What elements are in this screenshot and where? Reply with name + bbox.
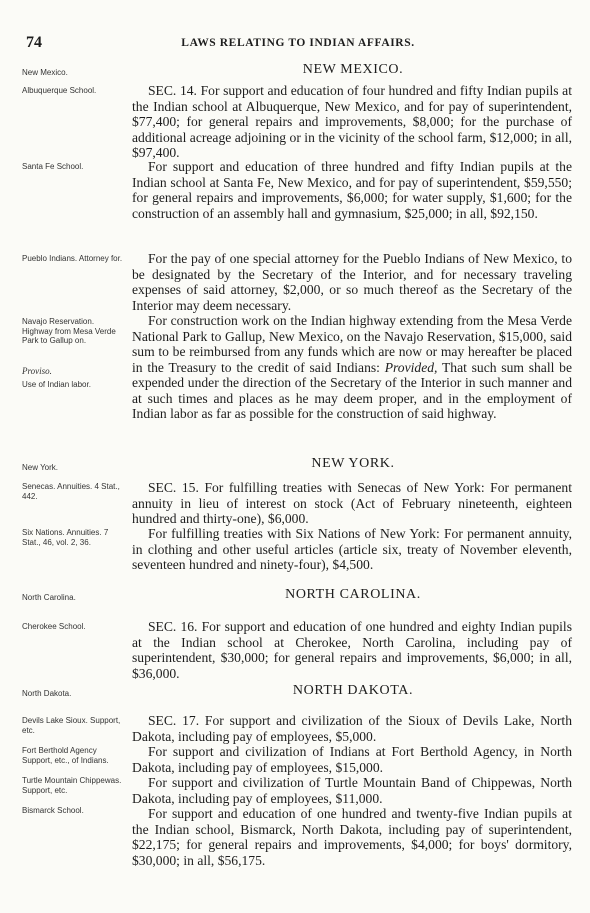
margin-note-indian-labor: Use of Indian labor. — [22, 380, 91, 389]
margin-note-senecas: Senecas. Annuities. 4 Stat., 442. — [22, 482, 120, 501]
margin-note-navajo: Navajo Reservation. Highway from Mesa Verde Park to Gallup on. — [22, 317, 116, 346]
margin-note-proviso-wrap — [22, 367, 126, 377]
margin-note-turtle-mountain: Turtle Mountain Chippewas. Support, etc. — [22, 776, 122, 795]
paragraph-pueblo — [132, 251, 572, 313]
paragraph-text: For support and education of three hundred and fifty Indian pupils at the Indian school at Santa Fe, New Mexico, and for pay of superintendent, $59,550; for general repairs and improvements, $6,000; for water supply, $1,600; for the construction of an assembly hall and gymnasium, $25,000; in all, $92,150. — [132, 159, 572, 221]
margin-note-albuquerque: Albuquerque School. — [22, 86, 97, 95]
margin-note-new-york: New York. — [22, 463, 59, 472]
paragraph-text: SEC. 17. For support and civilization of the Sioux of Devils Lake, North Dakota, including pay of employees, $5,000. — [132, 713, 572, 744]
paragraph-text: That such sum shall be expended under the direction of the Secretary of the Interior in such manner and at such times and places as he may deem proper, and in the employment of Indian labor as far as possible for the construction of said highway. — [132, 359, 572, 421]
margin-note-santa-fe: Santa Fe School. — [22, 162, 84, 171]
paragraph-text: SEC. 14. For support and education of four hundred and fifty Indian pupils at the Indian school at Albuquerque, New Mexico, and for pay of superintendent, $77,400; for general repairs and improvements, $8,000; for the purchase of additional acreage adjoining or in the vicinity of the school farm, $12,000; in all, $97,400. — [132, 83, 572, 160]
paragraph-text: For the pay of one special attorney for the Pueblo Indians of New Mexico, to be designated by the Secretary of the Interior, and for necessary traveling expenses of said attorney, $2,000, or so much thereof as the Secretary of the Interior may deem necessary. — [132, 251, 572, 313]
paragraph-sec16 — [132, 619, 572, 681]
paragraph-text: For construction work on the Indian highway extending from the Mesa Verde National Park to Gallup, New Mexico, on the Navajo Reservation, $15,000, said sum to be reimbursed from any funds which are now or may hereafter be placed in the Treasury to the credit of said Indians: — [132, 313, 572, 375]
paragraph-turtle-mountain — [132, 775, 572, 806]
paragraph-sec14 — [132, 83, 572, 161]
margin-note-bismarck: Bismarck School. — [22, 806, 84, 815]
paragraph-santa-fe — [132, 159, 572, 221]
paragraph-sec15 — [132, 480, 572, 527]
paragraph-fort-berthold — [132, 744, 572, 775]
margin-note-devils-lake: Devils Lake Sioux. Support, etc. — [22, 716, 121, 735]
page-header — [26, 34, 570, 54]
margin-note-cherokee: Cherokee School. — [22, 622, 86, 631]
margin-note-north-dakota: North Dakota. — [22, 689, 72, 698]
paragraph-text: For fulfilling treaties with Six Nations of New York: For permanent annuity, in clothing and other useful articles (article six, treaty of November eleventh, seventeen hundred and ninety-four), $4,500. — [132, 526, 572, 572]
margin-note-fort-berthold: Fort Berthold Agency Support, etc., of Indians. — [22, 746, 109, 765]
margin-note-six-nations: Six Nations. Annuities. 7 Stat., 46, vol. 2, 36. — [22, 528, 109, 547]
section-heading-north-dakota: NORTH DAKOTA. — [292, 683, 414, 698]
margin-note-proviso: Proviso. — [22, 366, 52, 376]
paragraph-navajo — [132, 313, 572, 422]
provided-italic: Provided, — [384, 359, 438, 375]
paragraph-text: SEC. 15. For fulfilling treaties with Senecas of New York: For permanent annuity in lieu of interest on stock (Act of February nineteenth, eighteen hundred and thirty-one), $6,000. — [132, 480, 572, 526]
section-heading-new-york: NEW YORK. — [311, 456, 395, 471]
paragraph-six-nations — [132, 526, 572, 573]
paragraph-text: For support and civilization of Indians at Fort Berthold Agency, in North Dakota, including pay of employees, $15,000. — [132, 744, 572, 775]
paragraph-sec17 — [132, 713, 572, 744]
page-number: 74 — [26, 34, 42, 51]
running-title: LAWS RELATING TO INDIAN AFFAIRS. — [181, 37, 415, 49]
section-heading-north-carolina: NORTH CAROLINA. — [285, 587, 421, 602]
paragraph-bismarck — [132, 806, 572, 868]
paragraph-text: SEC. 16. For support and education of one hundred and eighty Indian pupils at the Indian school at Cherokee, North Carolina, including pay of superintendent, $30,000; for general repairs and improvements, $6,000; in all, $36,000. — [132, 619, 572, 681]
margin-note-north-carolina: North Carolina. — [22, 593, 76, 602]
margin-note-new-mexico: New Mexico. — [22, 68, 68, 77]
section-heading-new-mexico: NEW MEXICO. — [302, 62, 404, 77]
paragraph-text: For support and civilization of Turtle Mountain Band of Chippewas, North Dakota, including pay of employees, $11,000. — [132, 775, 572, 806]
paragraph-text: For support and education of one hundred and twenty-five Indian pupils at the Indian school, Bismarck, North Dakota, including pay of superintendent, $22,175; for general repairs and improvements, $4,000; for boys' dormitory, $30,000; in all, $56,175. — [132, 806, 572, 868]
margin-note-pueblo: Pueblo Indians. Attorney for. — [22, 254, 123, 263]
